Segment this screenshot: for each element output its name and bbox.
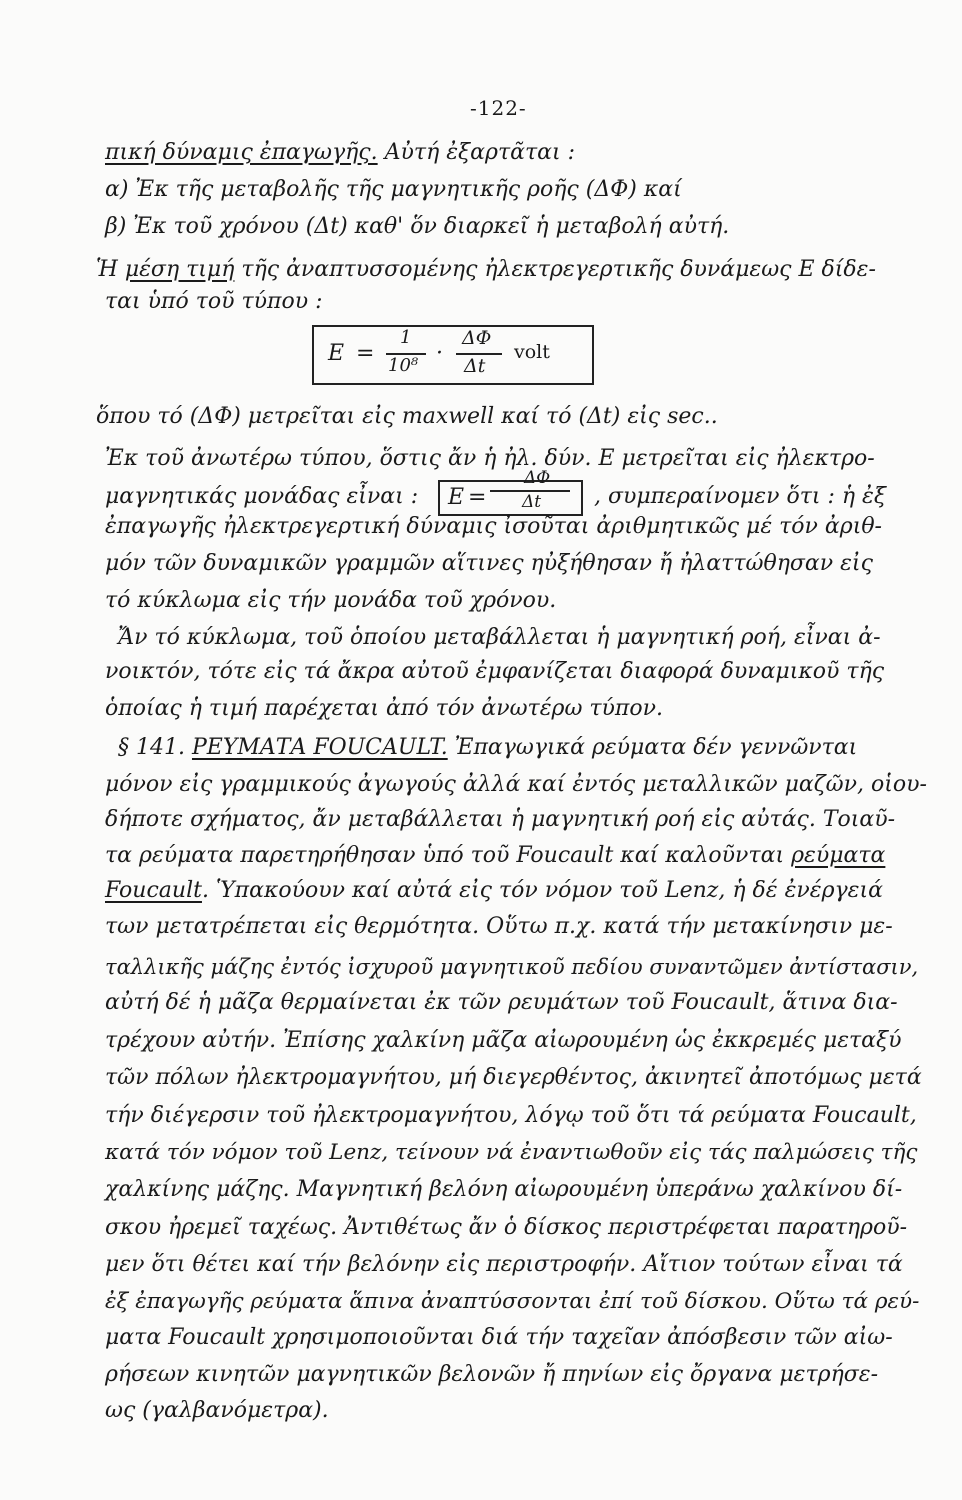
text-line: β) Ἐκ τοῦ χρόνου (Δt) καθ' ὅν διαρκεῖ ἡ μεταβολή αὐτή. — [105, 214, 730, 239]
section-title: ΡΕΥΜΑΤΑ FOUCAULT. — [191, 735, 448, 760]
text-line: Ἡ μέση τιμή τῆς ἀναπτυσσομένης ἠλεκτρεγερτικῆς δυνάμεως Ε δίδε- — [96, 257, 876, 282]
formula-denominator-1: 10⁸ — [388, 355, 419, 376]
text-line: Ἄν τό κύκλωμα, τοῦ ὁποίου μεταβάλλεται ἡ μαγνητική ροή, εἶναι ἀ- — [118, 625, 881, 650]
text-line: Foucault. Ὑπακούουν καί αὐτά εἰς τόν νόμον τοῦ Lenz, ἡ δέ ἐνέργειά — [105, 878, 883, 903]
text-line: νοικτόν, τότε εἰς τά ἄκρα αὐτοῦ ἐμφανίζεται διαφορά δυναμικοῦ τῆς — [105, 659, 885, 684]
text-line: μεν ὅτι θέτει καί τήν βελόνην εἰς περιστροφήν. Αἴτιον τούτων εἶναι τά — [105, 1252, 903, 1277]
text-line: τήν διέγερσιν τοῦ ἠλεκτρομαγνήτου, λόγῳ τοῦ ὅτι τά ρεύματα Foucault, — [105, 1103, 917, 1128]
text-line: ως (γαλβανόμετρα). — [105, 1398, 329, 1423]
formula-unit: volt — [514, 341, 550, 363]
inline-formula-lhs: E — [448, 485, 465, 510]
text-line: ρήσεων κινητῶν μαγνητικῶν βελονῶν ἤ πηνίων εἰς ὄργανα μετρήσε- — [105, 1362, 879, 1387]
text-line: δήποτε σχήματος, ἄν μεταβάλλεται ἡ μαγνητική ροή εἰς αὐτάς. Τοιαῦ- — [105, 807, 896, 832]
text-line: ὅπου τό (ΔΦ) μετρεῖται εἰς maxwell καί τό (Δt) εἰς sec.. — [96, 404, 718, 429]
text-line: μόνον εἰς γραμμικούς ἀγωγούς ἀλλά καί ἐντός μεταλλικῶν μαζῶν, οἱου- — [105, 772, 927, 797]
text-line: ἐξ ἐπαγωγῆς ρεύματα ἅπινα ἀναπτύσσονται ἐπί τοῦ δίσκου. Οὕτω τά ρεύ- — [105, 1289, 920, 1314]
inline-formula-numerator: ΔΦ — [524, 468, 551, 488]
formula-lhs: E — [328, 341, 345, 366]
page-number: -122- — [470, 96, 527, 120]
formula-box — [312, 325, 594, 385]
section-heading-line: § 141. ΡΕΥΜΑΤΑ FOUCAULT. Ἐπαγωγικά ρεύματα δέν γεννῶνται — [118, 735, 858, 760]
text-line: αὐτή δέ ἡ μᾶζα θερμαίνεται ἐκ τῶν ρευμάτων τοῦ Foucault, ἅτινα δια- — [105, 990, 898, 1015]
formula-equals: = — [356, 341, 375, 366]
underlined-term: ρεύματα — [791, 843, 886, 868]
text-line: ται ὑπό τοῦ τύπου : — [105, 289, 323, 314]
text-line: των μετατρέπεται εἰς θερμότητα. Οὕτω π.χ. κατά τήν μετακίνησιν με- — [105, 914, 893, 939]
inline-formula-box — [438, 468, 583, 516]
underlined-term: μέση τιμή — [124, 257, 235, 282]
text-line: σκου ἠρεμεῖ ταχέως. Ἀντιθέτως ἄν ὁ δίσκος περιστρέφεται παρατηροῦ- — [105, 1215, 908, 1240]
text-line: Ἐκ τοῦ ἀνωτέρω τύπου, ὅστις ἄν ἡ ἠλ. δύν. Ε μετρεῖται εἰς ἠλεκτρο- — [105, 446, 875, 471]
text-line: ταλλικῆς μάζης ἐντός ἰσχυροῦ μαγνητικοῦ πεδίου συναντῶμεν ἀντίστασιν, — [105, 955, 919, 979]
text-line: πική δύναμις ἐπαγωγῆς. Αὐτή ἐξαρτᾶται : — [105, 140, 576, 165]
text-line: τρέχουν αὐτήν. Ἐπίσης χαλκίνη μᾶζα αἰωρουμένη ὡς ἐκκρεμές μεταξύ — [105, 1028, 902, 1053]
text-line: ματα Foucault χρησιμοποιοῦνται διά τήν ταχεῖαν ἀπόσβεσιν τῶν αἰω- — [105, 1325, 893, 1350]
text-line: τό κύκλωμα εἰς τήν μονάδα τοῦ χρόνου. — [105, 588, 557, 613]
formula-numerator-1: 1 — [400, 327, 412, 348]
text-line: χαλκίνης μάζης. Μαγνητική βελόνη αἰωρουμένη ὑπεράνω χαλκίνου δί- — [105, 1177, 903, 1202]
formula-dot: · — [436, 341, 443, 366]
text-line: ἐπαγωγῆς ἠλεκτρεγερτική δύναμις ἰσοῦται ἀριθμητικῶς μέ τόν ἀριθ- — [105, 514, 882, 539]
inline-formula-denominator: Δt — [522, 492, 542, 512]
inline-formula-equals: = — [468, 485, 487, 510]
text-line: μαγνητικάς μονάδας εἶναι : — [105, 484, 419, 509]
underlined-term: Foucault — [105, 878, 202, 903]
text-line: κατά τόν νόμον τοῦ Lenz, τείνουν νά ἐναντιωθοῦν εἰς τάς παλμώσεις τῆς — [105, 1140, 918, 1165]
text-line: , συμπεραίνομεν ὅτι : ἡ ἐξ — [594, 484, 886, 509]
formula-numerator-2: ΔΦ — [462, 327, 492, 349]
text-line: τα ρεύματα παρετηρήθησαν ὑπό τοῦ Foucault καί καλοῦνται ρεύματα — [105, 843, 886, 868]
text-line: τῶν πόλων ἠλεκτρομαγνήτου, μή διεγερθέντος, ἀκινητεῖ ἀποτόμως μετά — [105, 1065, 922, 1090]
underlined-term: πική δύναμις ἐπαγωγῆς. — [105, 140, 378, 165]
text-line: α) Ἐκ τῆς μεταβολῆς τῆς μαγνητικῆς ροῆς (ΔΦ) καί — [105, 177, 682, 202]
text-line: μόν τῶν δυναμικῶν γραμμῶν αἵτινες ηὐξήθησαν ἤ ἠλαττώθησαν εἰς — [105, 551, 873, 576]
text-line: ὁποίας ἡ τιμή παρέχεται ἀπό τόν ἀνωτέρω τύπον. — [105, 696, 663, 721]
formula-denominator-2: Δt — [464, 355, 486, 377]
